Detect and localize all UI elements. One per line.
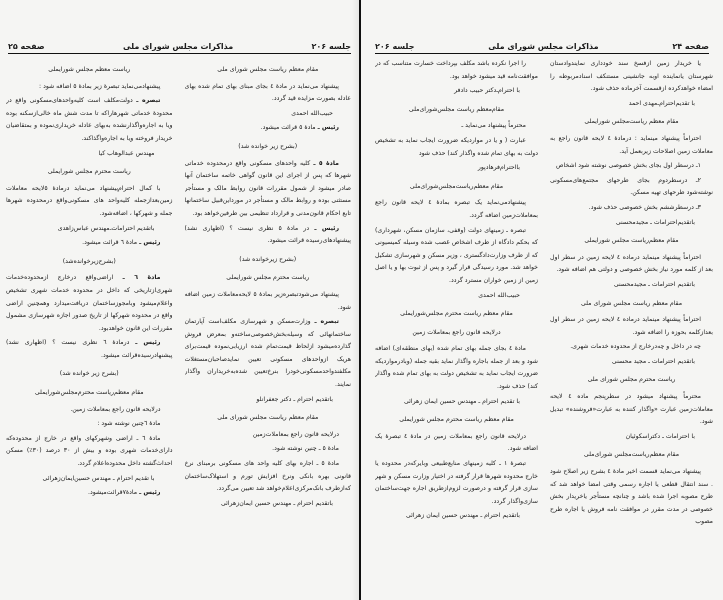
- paragraph: [6, 272, 173, 335]
- section-heading: [550, 298, 713, 311]
- block-text: با احترام‌ـ‌دکتر حبیب دادفر: [454, 87, 520, 95]
- signature-line: [185, 394, 352, 407]
- gutter-shadow: [352, 0, 361, 600]
- publication-title: مذاکرات مجلس شورای ملی: [122, 42, 234, 51]
- block-text: پیشنهاد می‌شودتبصره‌زیر بمادهٔ ٥ لایحه‌معاملات زمین اضافه شود.: [184, 290, 351, 311]
- block-text: باتقدیم احترام ـ دکتر جعفرانلو: [256, 395, 333, 403]
- block-text: دولت‌مکلف است کلیه‌واحدهای‌مسکونی واقع در محدودهٔ خدماتی شهرهاراکه تا مدت شش ماه خالی‌ازسکنه بوده ویا به اجاره‌واگذارنشده به‌بهای عادله خریداری‌نموده و بمتقاضیان خریدار فروخته ویا به اجاره‌واگذاکند.: [6, 97, 173, 142]
- block-text: درلایحه قانون راجع بمعاملات زمین در مادهٔ ٤ تبصرهٔ یک اضافه شود.: [375, 432, 538, 453]
- block-text: با تقدیم‌احترام‌ـ‌مهدی احمد: [628, 99, 695, 107]
- block-text: مادهٔ ٥ ـ چنین نوشته شود.: [272, 445, 339, 453]
- block-text: مقام معظم ریاست‌مجلس شورایملی: [584, 118, 679, 126]
- block-text: ریاست محترم مجلس شورایملی: [226, 274, 310, 282]
- speaker-or-article-lead: مادهٔ ٦ ـ: [122, 274, 161, 282]
- block-text: مادهٔ ٦چنین نوشته شود :: [97, 420, 161, 428]
- block-text: باتقدیم احترامات‌ـ‌مهندس عباس‌زاهدی: [57, 224, 155, 232]
- signature-line: [185, 498, 352, 511]
- block-text: مقام معظم ریاست مجلس شورای ملی: [217, 414, 319, 422]
- block-text: پیشنهادمی‌نماید تبصرهٔ زیر بمادهٔ ٥ اضافه شود :: [39, 82, 161, 90]
- left-page-columns: [6, 58, 351, 580]
- block-text: محترماً پیشنهاد می‌نماید ـ: [461, 122, 526, 130]
- block-text: اراضی‌واقع درخارج ازمحدوده‌خدمات شهری‌ازتاریخی که داخل در محدوده خدمات شهری تشخیص واعلام‌میشود وبامجوزساختمان دریافت‌میدارد وهمچنین اراضی واقع در محدوده شهرکها از تاریخ صدور اجازه شهرسازی مشمول مقررات این قانون خواهدبود.: [6, 274, 173, 332]
- signature-line: [550, 98, 713, 111]
- paragraph: [6, 337, 173, 362]
- signature-line: [550, 356, 713, 369]
- paragraph: [185, 429, 352, 442]
- block-text: در مادهٔ ٥ نظری نیست ؟ (اظهاری نشد) پیشنهادهای‌رسیده قرائت میشود.: [184, 224, 351, 245]
- block-text: عبارت ( و یا در مواردیکه ضرورت ایجاب نماید به تشخیص دولت به بهای تمام شده واگذار کند) حذف شود: [375, 136, 538, 157]
- speaker-or-article-lead: تبصره ـ: [136, 97, 161, 105]
- section-heading: [550, 449, 713, 462]
- right-page: [361, 0, 723, 600]
- paragraph: [375, 458, 538, 508]
- block-text: مادهٔ ٦ ـ اراضی وشهرکهای واقع در خارج از محدوده‌که دارای‌خدمات شهری بوده و بیش از ۳۰ درصد (۳۰٪) مسکن احداث‌گشته داخل محدوده‌اعلام گردد.: [6, 434, 173, 468]
- block-text: احتراماً پیشنهاد مینماید درماده ٤ لایحه زمین در سطر اول بعد از کلمه مورد نیاز بخش خصوصی و دولتی هم اضافه شود.: [550, 253, 713, 274]
- block-text: پیشنهاد می‌نماید در مادهٔ ٤ بجای مبنای بهای تمام شده بهای عادله بصورت مزایده قید گردد.: [184, 82, 351, 103]
- block-text: تبصرهٔ ۱ ـ کلیه زمینهای منابع‌طبیعی وبایرکه‌در محدوده یا خارج محدوده شهرها قرار گرفته در اختیار وزارت مسکن و شهر سازی قرار گرفته و درصورت لزوم‌ازطریق اجاره جهت‌ساختمان سازی‌واگذار گردد.: [375, 460, 538, 505]
- block-text: مقام معظم‌ریاست‌مجلس شورای‌ملی: [583, 451, 680, 459]
- paragraph: [375, 225, 538, 288]
- section-heading: [375, 308, 538, 321]
- section-heading: [550, 116, 713, 129]
- paragraph: [185, 158, 352, 221]
- signature-line: [375, 510, 538, 523]
- paragraph: [550, 466, 713, 529]
- right-page-left-column: [375, 58, 538, 580]
- paragraph: [6, 487, 173, 500]
- section-heading: [550, 374, 713, 387]
- block-text: مقام معظم‌ریاست‌مجلس‌شورای‌ملی: [409, 182, 504, 190]
- block-text: مادهٔ ٥ ـ اجاره بهای کلیه واحد های مسکونی برمبنای نرخ قانونی بهره بانکی ونرخ افزایش تورم و استهلاک‌ساختمان که‌ازطرف بانک‌مرکزی‌اعلام‌خواهد شد تعیین می‌گردد.: [184, 460, 351, 493]
- section-heading: [185, 141, 352, 154]
- left-page-right-column: [185, 58, 352, 580]
- speaker-or-article-lead: رئیس ـ: [135, 339, 161, 347]
- block-text: با احترامات ـ دکتراسکوئیان: [625, 432, 695, 440]
- left-page-left-column: [6, 58, 173, 580]
- paragraph: [6, 433, 173, 471]
- block-text: مقام معظم ریاست مجلس شورای ملی: [217, 66, 319, 73]
- signature-line: [550, 279, 713, 292]
- speaker-or-article-lead: رئیس ـ: [317, 124, 339, 132]
- block-text: با تقدیم احترام ـ مهندس حسین ایمان زهرائی: [404, 397, 520, 405]
- paragraph: [6, 81, 173, 94]
- section-heading: [185, 64, 352, 77]
- block-text: درلایحه قانون راجع بمعاملات زمین.: [70, 405, 161, 413]
- signature-line: [375, 396, 538, 409]
- paragraph: [185, 289, 352, 314]
- section-heading: [6, 256, 173, 269]
- paragraph: [550, 58, 713, 96]
- right-page-right-column: [550, 58, 713, 580]
- block-text: با تقدیم احترام ـ مهندس حسین‌ایمان‌زهرائی: [42, 474, 155, 482]
- paragraph: [375, 197, 538, 222]
- block-text: تبصره ـ زمینهای دولت (وقفی، سازمان مسکن، شهرداری) که بحکم دادگاه از طرف اشخاص غصب شده وسیله کمیسیونی که از طرف وزارت‌دادگستری ، وزیر مسکن و شهرسازی تشکیل خواهد شد. مورد رسیدگی قرار گیرد و پس از ثبوت بها و یا اصل زمین از زمین خواران مسترد گردد.: [375, 226, 538, 284]
- block-text: وزارت‌مسکن و شهرسازی مکلف‌است آپارتمان ساختمانهائی که وسیله‌بخش‌خصوصی‌ساخته‌و بمعرض فروش گذارده‌میشود ازلحاظ قیمت‌تمام شده ارزیابی‌نموده قیمت‌برای هریک ازواحدهای مسکونی تعیین نماید‌صاحبان‌مستغلات مکلفندواحدمسکونی‌خودرا بنرخ‌تعیین شده‌به‌خریداران واگذار نمایند.: [184, 318, 351, 389]
- block-text: مادهٔ ٥ قرائت میشود.: [260, 124, 316, 132]
- block-text: کلیه واحدهای مسکونی واقع درمحدوده خدماتی شهرها که پس از اجرای این قانون گواهی خاتمه ساختمان آنها صادر میشود از شمول مقررات قانون روابط مالک و مستأجر مستثنی بوده و روابط مالک و مستأجر در مورداین‌قبیل ساختمانها تابع احکام قانون‌مدنی و قرارداد تنظیمی بین طرفین‌خواهد بود.: [184, 159, 351, 217]
- block-text: درمادهٔ ٦ نظری نیست ؟ (اظهاری نشد) پیشنهادرسیده‌قرائت میشود.: [6, 339, 173, 359]
- publication-title: مذاکرات مجلس شورای ملی: [488, 42, 599, 51]
- block-text: با کمال احترام‌پیشنهاد می‌نماید درمادهٔ ٥لایحه معاملات زمین‌بعدازجمله کلیه‌واحد های مسکونی‌واقع درمحدوده شهرها جمله و شهرکها ، اضافه‌شود.: [6, 184, 173, 217]
- block-text: پیشنهاد می‌نماید قسمت اخیر مادهٔ ٤ بشرح زیر اصلاح شود . سند انتقال قطعی یا اجاره رسمی وقتی امضا خواهد شد که طرح مصوبه اجرا شده باشد و چنانچه مستأجر یاخریدار بخش خصوصی در مدت مقرر در موافقت نامه فروش یا اجاره طرح مصوب: [550, 468, 713, 526]
- block-text: باتقدیم احترامات ـ مجیدمحسنی: [613, 280, 695, 288]
- paragraph: [550, 160, 713, 173]
- paragraph: [375, 120, 538, 133]
- right-page-columns: [375, 58, 713, 580]
- block-text: مادهٔ ٦ قرائت میشود.: [82, 239, 138, 247]
- block-text: بااحترام‌فرهادپور: [477, 164, 520, 172]
- right-page-running-head: [375, 37, 709, 54]
- block-text: مقام معظم ریاست محترم مجلس‌شورایملی: [400, 310, 513, 318]
- block-text: درلایحه قانون راجع بمعاملات‌زمین: [252, 430, 339, 438]
- paragraph: [6, 237, 173, 250]
- block-text: درلایحه قانون راجع بمعاملات زمین: [412, 328, 501, 336]
- section-heading: [375, 181, 538, 194]
- paragraph: [375, 58, 538, 83]
- section-heading: [6, 368, 173, 381]
- paragraph: [185, 81, 352, 106]
- paragraph: [550, 314, 713, 339]
- speaker-or-article-lead: تبصره ـ: [314, 318, 340, 326]
- left-page-running-head: [8, 37, 351, 54]
- paragraph: [550, 391, 713, 429]
- block-text: احتراماً پیشنهاد مینماید درماده ٤ لایحه زمین در سطر اول بعدازکلمه بحوزه را اضافه شود.: [550, 316, 713, 336]
- paragraph: [185, 458, 352, 496]
- block-text: باتقدیم احترامات ـ مجید محسنی: [611, 357, 695, 365]
- signature-line: [6, 148, 173, 161]
- paragraph: [550, 133, 713, 158]
- section-heading: [375, 327, 538, 340]
- block-text: مادهٔ٧قرائت‌میشود.: [88, 489, 138, 497]
- paragraph: [185, 316, 352, 392]
- paragraph: [550, 202, 713, 215]
- speaker-or-article-lead: رئیس ـ: [314, 224, 340, 232]
- block-text: حبیب‌الله احمدی: [291, 109, 333, 117]
- block-text: مقام معظم ریاست مجلس شورای ملی: [580, 299, 683, 307]
- signature-line: [6, 223, 173, 236]
- block-text: باتقدیم‌احترامات ـ مجیدمحسنی: [615, 218, 695, 226]
- block-text: باتقدیم احترام ـ مهندس حسین ایمان زهرائی: [405, 512, 520, 520]
- block-text: (بشرح زیر خوانده شد): [59, 370, 119, 378]
- signature-line: [375, 85, 538, 98]
- section-heading: [6, 64, 173, 77]
- paragraph: [185, 122, 352, 135]
- section-heading: [6, 166, 173, 179]
- section-heading: [375, 104, 538, 117]
- speaker-or-article-lead: رئیس ـ: [139, 489, 161, 497]
- block-text: مقام معظم ریاست محترم مجلس شورایملی: [399, 416, 514, 424]
- block-text: یا خریدار زمین ازفسخ سند خودداری نمایندوادستان شهرستان یانماینده اوبه جانشینی مستنکف اسنادمربوطه را امضاء خواهدکرده ازقسمت آخرماده حذف شود.: [550, 60, 713, 93]
- block-text: (بشرح زیر خوانده شد): [238, 142, 298, 150]
- block-text: (بشرح‌زیرخوانده‌شد): [62, 257, 116, 265]
- page-number: صفحه ۲۴: [672, 42, 709, 51]
- section-heading: [550, 235, 713, 248]
- paragraph: [6, 418, 173, 431]
- signature-line: [185, 108, 352, 121]
- block-text: ۲ـ درسطردوم بجای طرحهای مجتمع‌های‌مسکونی نوشته‌شود طرحهای تهیه مسکن.: [550, 176, 713, 197]
- block-text: احتراماً پیشنهاد مینماید : درمادهٔ ٤ لایحه قانون راجع به معاملات زمین اصلاحات زیربعمل آید.: [550, 134, 713, 155]
- block-text: (بشرح زیرخوانده شد): [239, 255, 297, 263]
- paragraph: [6, 183, 173, 221]
- session-label: جلسه ۲۰۶: [375, 42, 415, 51]
- signature-line: [550, 217, 713, 230]
- paragraph: [185, 443, 352, 456]
- paragraph: [6, 95, 173, 145]
- block-text: مقام‌معظم ریاست مجلس‌شورای‌ملی: [408, 105, 505, 113]
- block-text: را اجرا نکرده باشد مکلف بپرداخت خسارت متناسب که در موافقت‌نامه قید میشود خواهد بود.: [375, 60, 538, 80]
- block-text: ریاست معظم مجلس شورایملی: [48, 66, 131, 73]
- block-text: چه در داخل و چه‌درخارج از محدوده خدمات شهری.: [570, 343, 701, 351]
- section-heading: [375, 414, 538, 427]
- session-label: جلسه ۲۰۶: [311, 42, 351, 51]
- paragraph: [550, 341, 713, 354]
- section-heading: [185, 412, 352, 425]
- signature-line: [6, 473, 173, 486]
- paragraph: [550, 252, 713, 277]
- speaker-or-article-lead: مادهٔ ٥ ـ: [313, 159, 339, 167]
- block-text: حبیب‌الله احمدی: [478, 291, 520, 299]
- paragraph: [375, 343, 538, 393]
- signature-line: [375, 162, 538, 175]
- paragraph: [375, 135, 538, 160]
- block-text: محترماً پیشنهاد میشود در سطرپنجم ماده ٤ لایحه معاملات‌زمین عبارت «واگذار کننده به عبارت«فروشنده» تبدیل شود.: [550, 393, 713, 426]
- block-text: ریاست محترم مجلس شورایملی: [47, 168, 131, 176]
- paragraph: [550, 175, 713, 200]
- paragraph: [185, 223, 352, 248]
- paragraph: [6, 404, 173, 417]
- section-heading: [185, 254, 352, 267]
- paragraph: [375, 431, 538, 456]
- left-page: [0, 0, 361, 600]
- block-text: مادهٔ ٤ بجای جمله بهای تمام شده (بهای منطقه‌ای) اضافه شود و بعد از جمله باجاره واگذار نماید بقیه جمله (وبادرموارد‌یکه ضرورت ایجاب نماید به تشخیص دولت به بهای تمام شده واگذار کند) حذف شود.: [375, 345, 538, 391]
- block-text: مقام معظم‌ریاست محترم‌مجلس‌شورایملی: [34, 389, 144, 397]
- block-text: پیشنهادمی‌نماید یک تبصره بمادهٔ ٤ لایحه قانون راجع بمعاملات‌زمین اضافه گردد.: [375, 199, 538, 219]
- block-text: مقام معظم‌ریاست مجلس شورایملی: [584, 237, 679, 245]
- block-text: ۱ـ درسطر اول بجای بخش خصوصی نوشته شود اشخاص: [555, 162, 701, 170]
- block-text: باتقدیم احترام ـ مهندس حسین ایمان‌زهرائی: [220, 499, 333, 507]
- page-number: صفحه ۲۵: [8, 42, 45, 51]
- block-text: ۳ـ درسطرششم بخش خصوصی حذف شود.: [588, 203, 701, 211]
- section-heading: [6, 387, 173, 400]
- speaker-or-article-lead: رئیس ـ: [139, 239, 161, 247]
- block-text: ریاست محترم مجلس شورای ملی: [587, 376, 676, 384]
- signature-line: [375, 290, 538, 303]
- section-heading: [185, 272, 352, 285]
- signature-line: [550, 431, 713, 444]
- block-text: مهندس عبدالوهاب کیا: [98, 149, 155, 157]
